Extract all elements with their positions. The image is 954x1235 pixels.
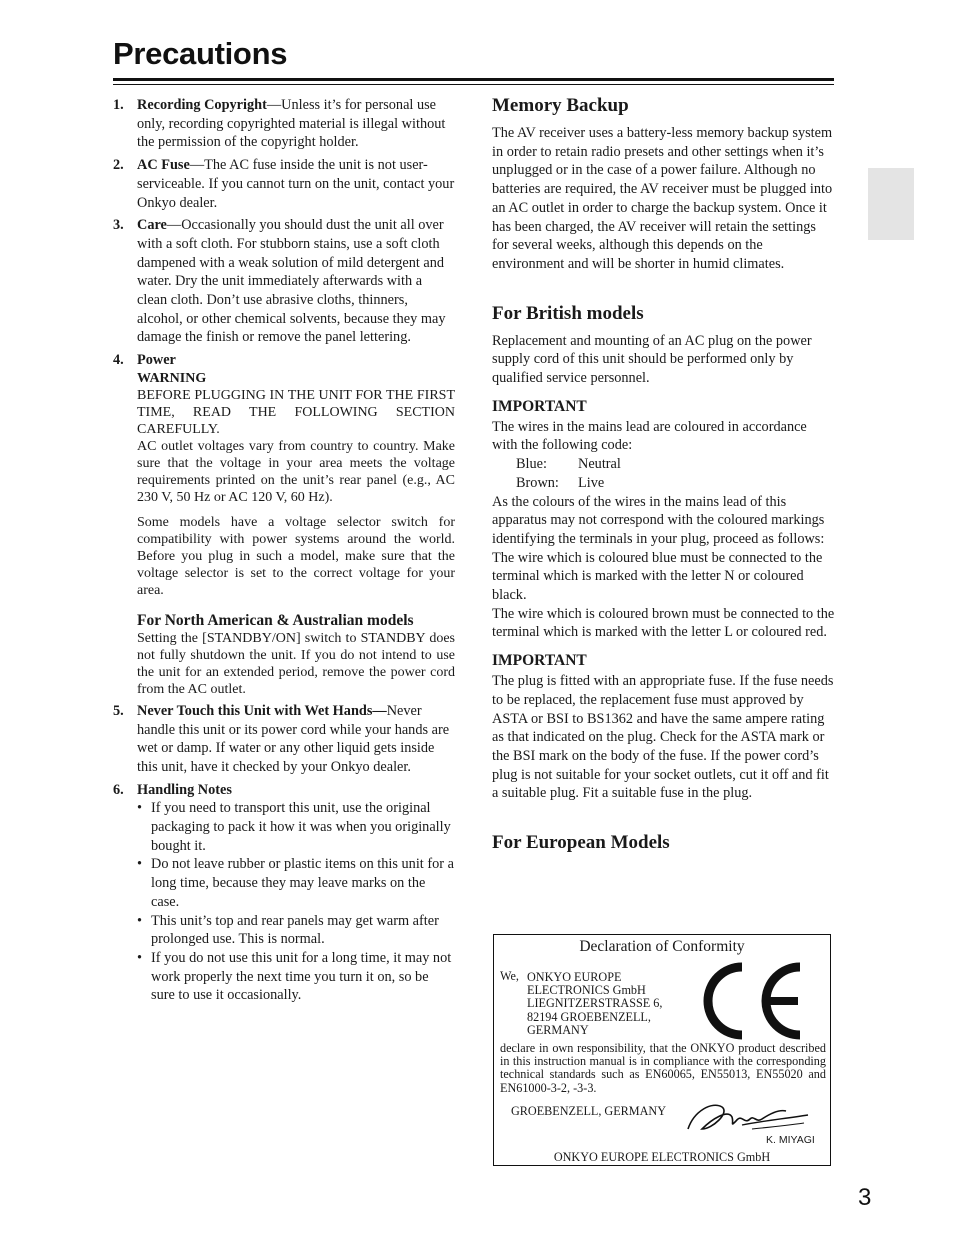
- power-paragraph-standby: Setting the [STANDBY/ON] switch to STANDBY does not fully shutdown the unit. If you do not intend to use the unit for an extended period, remove the power cord from the AC outlet.: [137, 630, 455, 697]
- item-text: Never handle this unit or its power cord while your hands are wet or damp. If water or any other liquid gets inside this unit, have it checked by your Onkyo dealer.: [137, 702, 450, 775]
- page-title: Precautions: [113, 36, 288, 71]
- declaration-company: ONKYO EUROPE ELECTRONICS GmbH: [553, 1150, 771, 1164]
- chapter-tab-marker: [868, 168, 914, 240]
- item-number: 1.: [113, 97, 124, 113]
- title-rule-thick: [113, 78, 834, 81]
- brown-wire-text: The wire which is coloured brown must be connected to the terminal which is marked with the letter L or coloured red.: [492, 605, 835, 641]
- warning-text: BEFORE PLUGGING IN THE UNIT FOR THE FIRST TIME, READ THE FOLLOWING SECTION CAREFULLY.: [137, 387, 455, 437]
- wires-intro-text: The wires in the mains lead are coloured in accordance with the following code:: [492, 418, 807, 454]
- wires-text: As the colours of the wires in the mains lead of this apparatus may not correspond with the coloured markings identifying the terminals in your plug, proceed as follows:: [492, 493, 825, 547]
- list-item: • If you need to transport this unit, use the original packaging to pack it how it was when you originally bought it.: [137, 800, 451, 854]
- memory-backup-heading: Memory Backup: [492, 95, 629, 116]
- precaution-item-power: [113, 351, 455, 698]
- item-text: —Occasionally you should dust the unit all over with a soft cloth. For stubborn stains, use a soft cloth dampened with a weak solution of mild detergent and water. Dry the unit immediately afterwards with a clean cloth. Don’t use abrasive cloths, thinners, alcohol, or other chemical solvents, because they may damage the finish or remove the panel lettering.: [137, 217, 446, 346]
- wire-code-row: Brown: Live: [516, 474, 605, 491]
- fuse-text: The plug is fitted with an appropriate fuse. If the fuse needs to be replaced, the replacement fuse must approved by ASTA or BSI to BS1362 and have the same ampere rating as that indicated on the plug. Check for the ASTA mark or the BSI mark on the body of the fuse. If the power cord’s plug is not suitable for your socket outlets, cut it off and fit a suitable plug. Fit a suitable fuse in the plug.: [492, 673, 834, 802]
- item-number: 4.: [113, 352, 124, 369]
- wire-code-row: Blue: Neutral: [516, 456, 621, 473]
- precaution-item-wet-hands: [113, 702, 455, 777]
- declaration-address: ONKYO EUROPE ELECTRONICS GmbH LIEGNITZERSTRASSE 6, 82194 GROEBENZELL, GERMANY: [527, 970, 663, 1037]
- precaution-item-handling-notes: [113, 781, 455, 1005]
- wire-color-codes: [516, 455, 835, 492]
- list-item: • This unit’s top and rear panels may get warm after prolonged use. This is normal.: [137, 912, 439, 948]
- item-number: 6.: [113, 781, 124, 798]
- item-number: 5.: [113, 702, 124, 719]
- signature-icon: [682, 1099, 812, 1135]
- important-heading: IMPORTANT: [492, 652, 587, 670]
- left-column: [113, 96, 455, 1009]
- title-rule-thin: [113, 84, 834, 85]
- signer-name: K. MIYAGI: [766, 1134, 815, 1146]
- item-text: —Unless it’s for personal use only, recording copyrighted material is illegal without the permission of the copyright holder.: [137, 97, 446, 151]
- precaution-item-ac-fuse: [113, 156, 455, 212]
- item-heading: Care: [137, 217, 167, 234]
- british-models-heading: For British models: [492, 302, 644, 324]
- item-text: —The AC fuse inside the unit is not user-serviceable. If you cannot turn on the unit, contact your Onkyo dealer.: [137, 157, 455, 211]
- european-models-heading: For European Models: [492, 832, 670, 854]
- item-number: 2.: [113, 157, 124, 174]
- british-intro-text: Replacement and mounting of an AC plug on the power supply cord of this unit should be performed only by qualified service personnel.: [492, 332, 812, 387]
- precaution-item-recording-copyright: [113, 96, 455, 152]
- item-number: 3.: [113, 217, 124, 234]
- declaration-city: GROEBENZELL, GERMANY: [511, 1104, 667, 1118]
- list-item: • Do not leave rubber or plastic items on this unit for a long time, because they may leave marks on the case.: [137, 856, 454, 910]
- declaration-we: We,: [500, 969, 519, 983]
- declaration-title: Declaration of Conformity: [579, 938, 745, 955]
- declaration-of-conformity-box: [493, 934, 831, 1166]
- ce-mark-icon: [696, 959, 806, 1043]
- blue-wire-text: The wire which is coloured blue must be connected to the terminal which is marked with the letter N or coloured black.: [492, 549, 823, 604]
- important-heading: IMPORTANT: [492, 397, 587, 415]
- page-number: 3: [858, 1184, 872, 1211]
- item-heading: Power: [137, 352, 176, 369]
- precaution-item-care: [113, 216, 455, 347]
- item-heading: Handling Notes: [137, 781, 232, 798]
- item-heading: Recording Copyright: [137, 97, 267, 113]
- power-paragraph-selector: Some models have a voltage selector switch for compatibility with power systems around the world. Before you plug in such a model, make sure that the voltage selector is set to the correct voltage for your area.: [137, 514, 455, 598]
- item-heading: Never Touch this Unit with Wet Hands—: [137, 702, 387, 719]
- declaration-text: declare in own responsibility, that the ONKYO product described in this instruction manual is in compliance with the corresponding technical standards such as EN60065, EN55013, EN55020 and EN61000-3-2, -3-3.: [500, 1041, 826, 1095]
- right-column: [492, 94, 835, 861]
- memory-backup-text: The AV receiver uses a battery-less memory backup system in order to retain radio presets and other settings when it’s unplugged or in the case of a power failure. Although no batteries are required, the AV receiver must be plugged into an AC outlet in order to charge the backup system. Once it has been charged, the AV receiver will retain the settings for several weeks, although this depends on the environment and will be shorter in humid climates.: [492, 125, 833, 272]
- list-item: • If you do not use this unit for a long time, it may not work properly the next time you turn it on, so be sure to use it occasionally.: [137, 949, 452, 1004]
- warning-label: WARNING: [137, 370, 207, 386]
- power-paragraph-voltage: AC outlet voltages vary from country to country. Make sure that the voltage in your area meets the voltage requirements printed on the unit’s rear panel (e.g., AC 230 V, 50 Hz or AC 120 V, 60 Hz).: [137, 438, 455, 505]
- north-american-subheading: For North American & Australian models: [137, 611, 414, 629]
- item-heading: AC Fuse: [137, 157, 190, 174]
- handling-notes-list: [137, 799, 455, 1005]
